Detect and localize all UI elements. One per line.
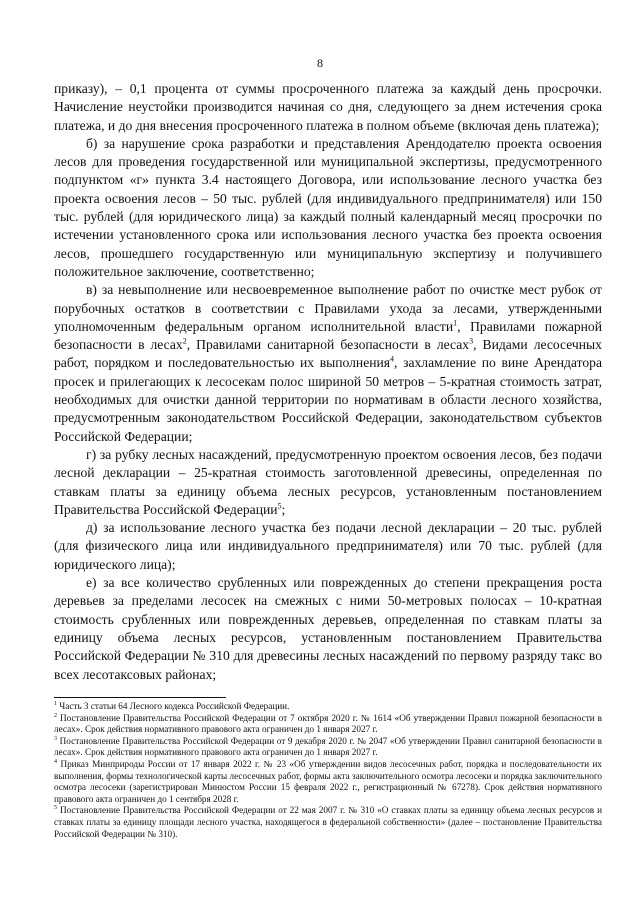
footnote-mark: 3	[54, 735, 57, 742]
paragraph-b: б) за нарушение срока разработки и представления Арендодателю проекта освоения лесов для проведения государственной или муниципальной экспертизы, предусмотренного подпунктом «г» пункта 3.4 настоящего Договора, или использование лесного участка без проекта освоения лесов – 50 тыс. рублей (для индивидуального предпринимателя) или 150 тыс. рублей (для юридического лица) за каждый полный календарный месяц просрочки по истечении установленного срока или использования лесного участка без проекта освоения лесов, прошедшего государственную или муниципальную экспертизу и получившего положительное заключение, соответственно;	[54, 135, 602, 279]
footnote-ref-1[interactable]: 1	[453, 318, 458, 328]
footnote-text: Постановление Правительства Российской Федерации от 22 мая 2007 г. № 310 «О ставках платы за единицу объема лесных ресурсов и ставках платы за единицу площади лесного участка, находящегося в федеральной собственности» (далее – постановление Правительства Российской Федерации № 310).	[54, 805, 603, 839]
footnote-mark: 5	[54, 805, 57, 812]
footnote-ref-2[interactable]: 2	[182, 336, 187, 346]
footnote-3	[54, 736, 602, 759]
footnote-5	[54, 805, 602, 840]
footnote-4	[54, 759, 602, 805]
paragraph-v-text: , Правилами санитарной безопасности в лесах	[186, 337, 470, 353]
footnote-ref-4[interactable]: 4	[390, 354, 395, 364]
paragraph-g-text: г) за рубку лесных насаждений, предусмотренную проектом освоения лесов, без подачи лесной декларации – 25-кратная стоимость заготовленной древесины, определенная по ставкам платы за единицу объема лесных ресурсов, установленным постановлением Правительства Российской Федерации	[54, 446, 602, 517]
footnote-mark: 4	[54, 758, 57, 765]
footnote-1	[54, 701, 602, 713]
footnote-ref-3[interactable]: 3	[469, 336, 474, 346]
footnote-text: Постановление Правительства Российской Федерации от 9 декабря 2020 г. № 2047 «Об утверждении Правил санитарной безопасности в лесах». Срок действия нормативного правового акта ограничен до 1 января 2027 г.	[54, 735, 603, 758]
footnote-divider	[54, 697, 226, 698]
page-number: 8	[317, 56, 323, 70]
paragraph-g-text: ;	[281, 501, 286, 517]
paragraph-d: д) за использование лесного участка без подачи лесной декларации – 20 тыс. рублей (для физического лица или индивидуального предпринимателя) или 70 тыс. рублей (для юридического лица);	[54, 520, 602, 572]
paragraph-intro: приказу), – 0,1 процента от суммы просроченного платежа за каждый день просрочки. Начисление неустойки производится начиная со дня, следующего за днем истечения срока платежа, и до дня внесения просроченного платежа в полном объеме (включая день платежа);	[54, 81, 602, 133]
footnote-text: Часть 3 статьи 64 Лесного кодекса Российской Федерации.	[59, 701, 290, 711]
paragraph-v-text: , Видами лесосечных работ, порядком и последовательностью их выполнения	[54, 337, 602, 371]
document-body	[54, 80, 602, 684]
paragraph-v	[54, 281, 602, 446]
footnote-text: Постановление Правительства Российской Федерации от 7 октября 2020 г. № 1614 «Об утверждении Правил пожарной безопасности в лесах». Срок действия нормативного правового акта ограничен до 1 января 2027 г.	[54, 712, 603, 735]
paragraph-g	[54, 446, 602, 519]
paragraph-v-text: , Правилами пожарной безопасности в лесах	[54, 318, 602, 353]
footnote-mark: 1	[54, 700, 57, 707]
paragraph-e: е) за все количество срубленных или поврежденных до степени прекращения роста деревьев за пределами лесосек на смежных с ними 50-метровых полосах – 10-кратная стоимость срубленных или поврежденных деревьев, определенная по ставкам платы за единицу объема лесных ресурсов, установленным постановлением Правительства Российской Федерации № 310 для древесины лесных насаждений по первому разряду такс во всех лесотаксовых районах;	[54, 575, 602, 682]
footnotes	[54, 701, 602, 840]
footnote-text: Приказ Минприроды России от 17 января 2022 г. № 23 «Об утверждении видов лесосечных работ, порядка и последовательности их выполнения, формы технологической карты лесосечных работ, формы акта заключительного осмотра лесосеки и порядка заключительного осмотра лесосеки (зарегистрирован Минюстом России 15 февраля 2022 г., регистрационный № 67278). Срок действия нормативного правового акта ограничен до 1 сентября 2028 г.	[54, 758, 602, 804]
paragraph-v-text: , захламление по вине Арендатора просек и прилегающих к лесосекам полос шириной 50 метров – 5-кратная стоимость затрат, необходимых для очистки данной территории по нормативам в области лесного хозяйства, предусмотренным законодательством Российской Федерации, законодательством субъектов Российской Федерации;	[54, 355, 602, 444]
footnote-2	[54, 713, 602, 736]
paragraph-v-text: в) за невыполнение или несвоевременное выполнение работ по очистке мест рубок от порубочных остатков в соответствии с Правилами ухода за лесами, утвержденными уполномоченным федеральным органом исполнительной власти	[54, 282, 602, 334]
footnote-mark: 2	[54, 712, 57, 719]
footnote-ref-5[interactable]: 5	[277, 501, 282, 511]
